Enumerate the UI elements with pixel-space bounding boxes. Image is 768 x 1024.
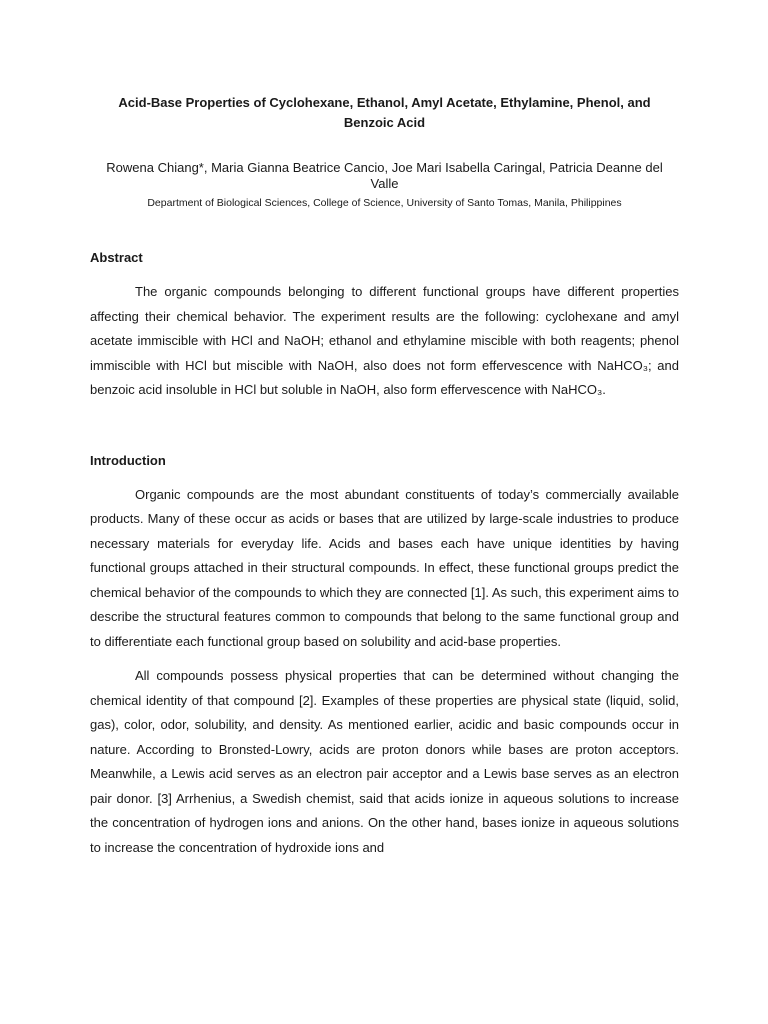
paper-authors: Rowena Chiang*, Maria Gianna Beatrice Cancio, Joe Mari Isabella Caringal, Patricia Deanne del Valle	[106, 160, 663, 191]
abstract-heading: Abstract	[90, 250, 143, 265]
introduction-paragraph-2: All compounds possess physical properties that can be determined without changing the chemical identity of that compound [2]. Examples of these properties are physical state (liquid, solid, gas), color, odor, solubility, and density. As mentioned earlier, acidic and basic compounds occur in nature. According to Bronsted-Lowry, acids are proton donors while bases are proton acceptors. Meanwhile, a Lewis acid serves as an electron pair acceptor and a Lewis base serves as an electron pair donor. [3] Arrhenius, a Swedish chemist, said that acids ionize in aqueous solutions to increase the concentration of hydrogen ions and anions. On the other hand, bases ionize in aqueous solutions to increase the concentration of hydroxide ions and	[90, 668, 679, 855]
introduction-heading: Introduction	[90, 452, 166, 468]
introduction-paragraph-1: Organic compounds are the most abundant constituents of today’s commercially available products. Many of these occur as acids or bases that are utilized by large-scale industries to produce necessary materials for everyday life. Acids and bases each have unique identities by having functional groups attached in their structural compounds. In effect, these functional groups predict the chemical behavior of the compounds to which they are connected [1]. As such, this experiment aims to describe the structural features common to compounds that belong to the same functional group and to differentiate each functional group based on solubility and acid-base properties.	[90, 486, 679, 649]
paper-title: Acid-Base Properties of Cyclohexane, Ethanol, Amyl Acetate, Ethylamine, Phenol, and Benzoic Acid	[118, 95, 651, 130]
paper-affiliation: Department of Biological Sciences, College of Science, University of Santo Tomas, Manila, Philippines	[147, 197, 622, 209]
abstract-text: The organic compounds belonging to different functional groups have different properties affecting their chemical behavior. The experiment results are the following: cyclohexane and amyl acetate immiscible with HCl and NaOH; ethanol and ethylamine miscible with both reagents; phenol immiscible with HCl but miscible with NaOH, also does not form effervescence with NaHCO₃; and benzoic acid insoluble in HCl but soluble in NaOH, also form effervescence with NaHCO₃.	[90, 284, 679, 397]
